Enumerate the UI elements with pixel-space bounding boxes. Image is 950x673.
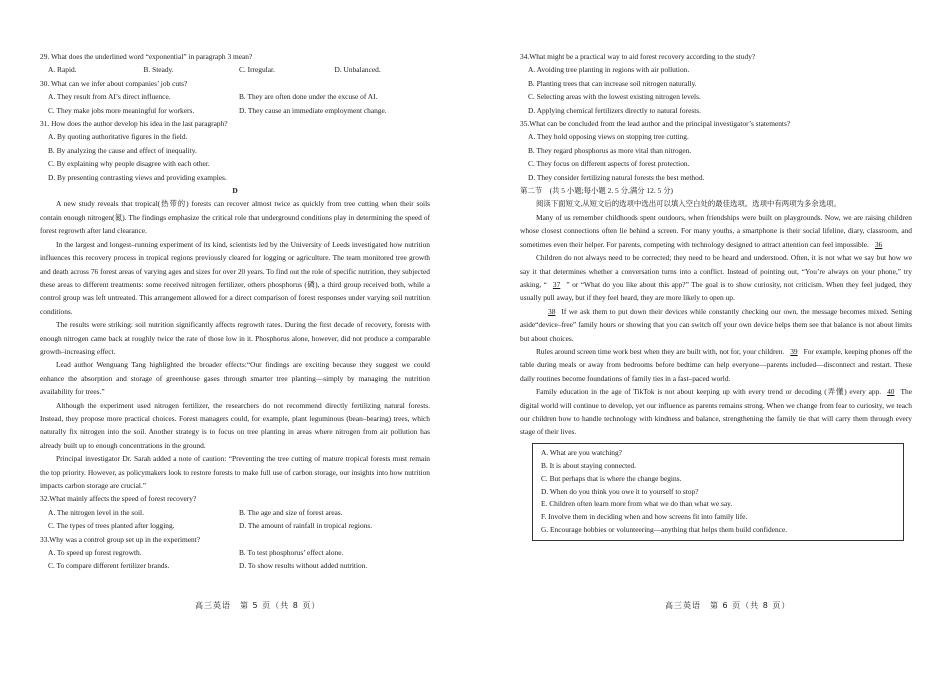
q33-options [40, 546, 430, 573]
passage-d-paragraph-6: Principal investigator Dr. Sarah added a note of caution: “Preventing the tree cutting of mature tropical forests must remain the top priority. However, as policymakers look to restore forests to make full use of carbon storage, our insights into how nutrition impacts carbon storage are crucial.” [40, 454, 430, 490]
q31-option-c: C. By explaining why people disagree with each other. [48, 159, 210, 169]
q29-option-b: B. Steady. [143, 65, 174, 75]
q30-option-d: D. They cause an immediate employment change. [239, 105, 387, 115]
q32-option-b: B. The age and size of forest areas. [239, 507, 343, 517]
q35-option-d: D. They consider fertilizing natural forests the best method. [528, 172, 705, 182]
q31-stem: 31. How does the author develop his idea in the last paragraph? [40, 119, 228, 129]
q32-stem: 32.What mainly affects the speed of forest recovery? [40, 494, 197, 504]
q30-options [40, 90, 430, 117]
choice-a: A. What are you watching? [541, 447, 622, 457]
passage-d-paragraph-4: Lead author Wenguang Tang highlighted the broader effects:“Our findings are exciting because they suggest we could enhance the absorption and storage of greenhouse gases through smarter tree planting—simply by managing the nutrition availability for trees.” [40, 360, 430, 397]
q32-option-c: C. The types of trees planted after logging. [48, 521, 175, 531]
cloze-p1-text: Many of us remember childhoods spent outdoors, when friendships were built on playgrounds. Now, we are raising children whose closest connections often lie behind a screen. For many youths, a smartphone is their social lifeline, diary, classroom, and sometimes even their helper. For parents, competing with technology designed to attract attention can feel impossible. [520, 212, 912, 249]
blank-37[interactable]: 37 [552, 279, 561, 289]
blank-40[interactable]: 40 [887, 387, 895, 397]
blank-38[interactable]: 38 [548, 306, 556, 316]
q31-option-a: A. By quoting authoritative figures in the field. [48, 132, 188, 142]
passage-d-paragraph-5: Although the experiment used nitrogen fertilizer, the researchers do not recommend directly fertilizing natural forests. Instead, they propose more practical choices. Forest managers could, for example, plant leguminous (bean–bearing) trees, which naturally fix nitrogen into the soil. Another strategy is to focus on tree planting in areas where nitrogen from air pollution has already built up to enough concentrations in the ground. [40, 400, 430, 450]
cloze-paragraph-5 [520, 385, 912, 439]
section-letter-d: D [232, 186, 238, 196]
choice-d: D. When do you think you owe it to yourself to stop? [541, 486, 699, 496]
left-page [40, 50, 430, 573]
q30-option-a: A. They result from AI’s direct influence. [48, 92, 171, 102]
q30-option-b: B. They are often done under the excuse of AI. [239, 92, 378, 102]
q30-option-c: C. They make jobs more meaningful for workers. [48, 105, 195, 115]
cloze-p5-text-before: Family education in the age of TikTok is not about keeping up with every trend or decoding (弄懂) every app. [536, 387, 882, 397]
q31-option-b: B. By analyzing the cause and effect of inequality. [48, 145, 197, 155]
passage-d-paragraph-2: In the largest and longest–running experiment of its kind, scientists led by the University of Leeds investigated how nutrition influences this recovery process in tropical regions previously cleared for logging or agriculture. The team monitored tree growth and death across 76 forest areas of varying ages and sizes for over 20 years. To find out the role of specific nutrition, they subjected these areas to different treatments: some received nitrogen fertilizer, others phosphorus (磷), a third group received both, while a control group was left untreated. This arrangement allowed for a direct comparison of forest responses under varying soil nutrition conditions. [40, 239, 430, 316]
choices-box [532, 443, 904, 541]
cloze-p5-text-after: The digital world will continue to develop, yet our influence as parents remains strong. When we change from fear to curiosity, we teach our children how to handle technology with kindness and balance, strengthening the family tie that will carry them through every stage of their lives. [520, 387, 912, 437]
q33-option-b: B. To test phosphorus’ effect alone. [239, 548, 344, 558]
q31-option-d: D. By presenting contrasting views and providing examples. [48, 172, 227, 182]
cloze-p4-text-before: Rules around screen time work best when they are built with, not for, your children. [536, 346, 785, 356]
q34-stem: 34.What might be a practical way to aid forest recovery according to the study? [520, 52, 756, 61]
section-two-instructions: 阅读下面短文,从短文后的选项中选出可以填入空白处的最佳选项。选项中有两项为多余选项。 [536, 199, 841, 209]
page-footer-left: 高三英语 第 5 页（共 8 页） [195, 601, 321, 610]
section-two-heading: 第二节 (共 5 小题;每小题 2. 5 分,满分 12. 5 分) [520, 186, 673, 196]
blank-39[interactable]: 39 [790, 346, 798, 356]
q34-option-c: C. Selecting areas with the lowest existing nitrogen levels. [528, 92, 701, 102]
q34-option-d: D. Applying chemical fertilizers directly to natural forests. [528, 105, 702, 115]
choice-b: B. It is about staying connected. [541, 460, 637, 470]
q34-option-a: A. Avoiding tree planting in regions with air pollution. [528, 65, 690, 75]
q33-stem: 33.Why was a control group set up in the experiment? [40, 534, 201, 544]
q33-option-a: A. To speed up forest regrowth. [48, 548, 142, 558]
cloze-p4-text-after: For example, keeping phones off the table during meals or away from bedrooms before bedtime can help everyone—parents included—disconnect and restart. These daily routines become foundations of family ties in a fast–paced world. [520, 346, 912, 383]
choice-e: E. Children often learn more from what we do than what we say. [541, 499, 733, 509]
passage-d-paragraph-1: A new study reveals that tropical(热带的) forests can recover almost twice as quickly from tree cutting when their soils contain enough nitrogen(氮). The findings emphasize the critical role that underground conditions play in determining the speed of forest regrowth after land clearance. [40, 199, 430, 236]
q35-stem: 35.What can be concluded from the lead author and the principal investigator’s statements? [520, 119, 791, 129]
q33-option-d: D. To show results without added nutrition. [239, 561, 368, 571]
cloze-p2-text-after: ” or “What do you like about this app?” The goal is to show curiosity, not criticism. When they feel judged, they usually pull away, but if they feel heard, they are more likely to open up. [520, 279, 912, 303]
q29-option-c: C. Irregular. [239, 65, 275, 75]
choice-c: C. But perhaps that is where the change begins. [541, 473, 682, 483]
q29-options [40, 63, 430, 76]
q29-stem: 29. What does the underlined word “exponential” in paragraph 3 mean? [40, 52, 253, 61]
blank-36[interactable]: 36 [874, 239, 883, 249]
q35-option-c: C. They focus on different aspects of forest protection. [528, 159, 690, 169]
right-page [520, 50, 912, 541]
q32-options [40, 506, 430, 533]
cloze-paragraph-4 [520, 345, 912, 385]
cloze-paragraph-1 [520, 211, 912, 251]
q35-option-a: A. They hold opposing views on stopping tree cutting. [528, 132, 689, 142]
q33-option-c: C. To compare different fertilizer brands. [48, 561, 170, 571]
choice-g: G. Encourage hobbies or volunteering—anything that helps them build confidence. [541, 525, 788, 535]
cloze-p2-text-before: Children do not always need to be corrected; they need to be heard and understood. Often, it is not what we say but how we say it that determines whether a conversation turns into a conflict. Instead of pointing out, “You’re always on your phone,” try asking, “ [520, 253, 912, 289]
cloze-p3-text: If we ask them to put down their devices while constantly checking our own, the message becomes mixed. Setting aside“device–free” family hours or showing that you can switch off your own device helps them see that balance is not about limits but about choices. [520, 306, 912, 343]
cloze-paragraph-3 [520, 305, 912, 345]
q32-option-d: D. The amount of rainfall in tropical regions. [239, 521, 373, 531]
q29-option-a: A. Rapid. [48, 65, 77, 75]
passage-d-paragraph-3: The results were striking: soil nutrition significantly affects regrowth rates. During the first decade of recovery, forests with enough nitrogen came back at roughly twice the rate of those low in it. Phosphorus alone, however, did not produce a comparable growth–increasing effect. [40, 320, 430, 356]
cloze-paragraph-2 [520, 251, 912, 305]
q30-stem: 30. What can we infer about companies’ job cuts? [40, 78, 188, 88]
q35-option-b: B. They regard phosphorus as more vital than nitrogen. [528, 145, 692, 155]
q34-option-b: B. Planting trees that can increase soil nitrogen naturally. [528, 78, 697, 88]
choice-f: F. Involve them in deciding when and how screens fit into family life. [541, 512, 748, 522]
q32-option-a: A. The nitrogen level in the soil. [48, 507, 144, 517]
page-footer-right: 高三英语 第 6 页（共 8 页） [665, 601, 791, 610]
q29-option-d: D. Unbalanced. [334, 65, 381, 75]
